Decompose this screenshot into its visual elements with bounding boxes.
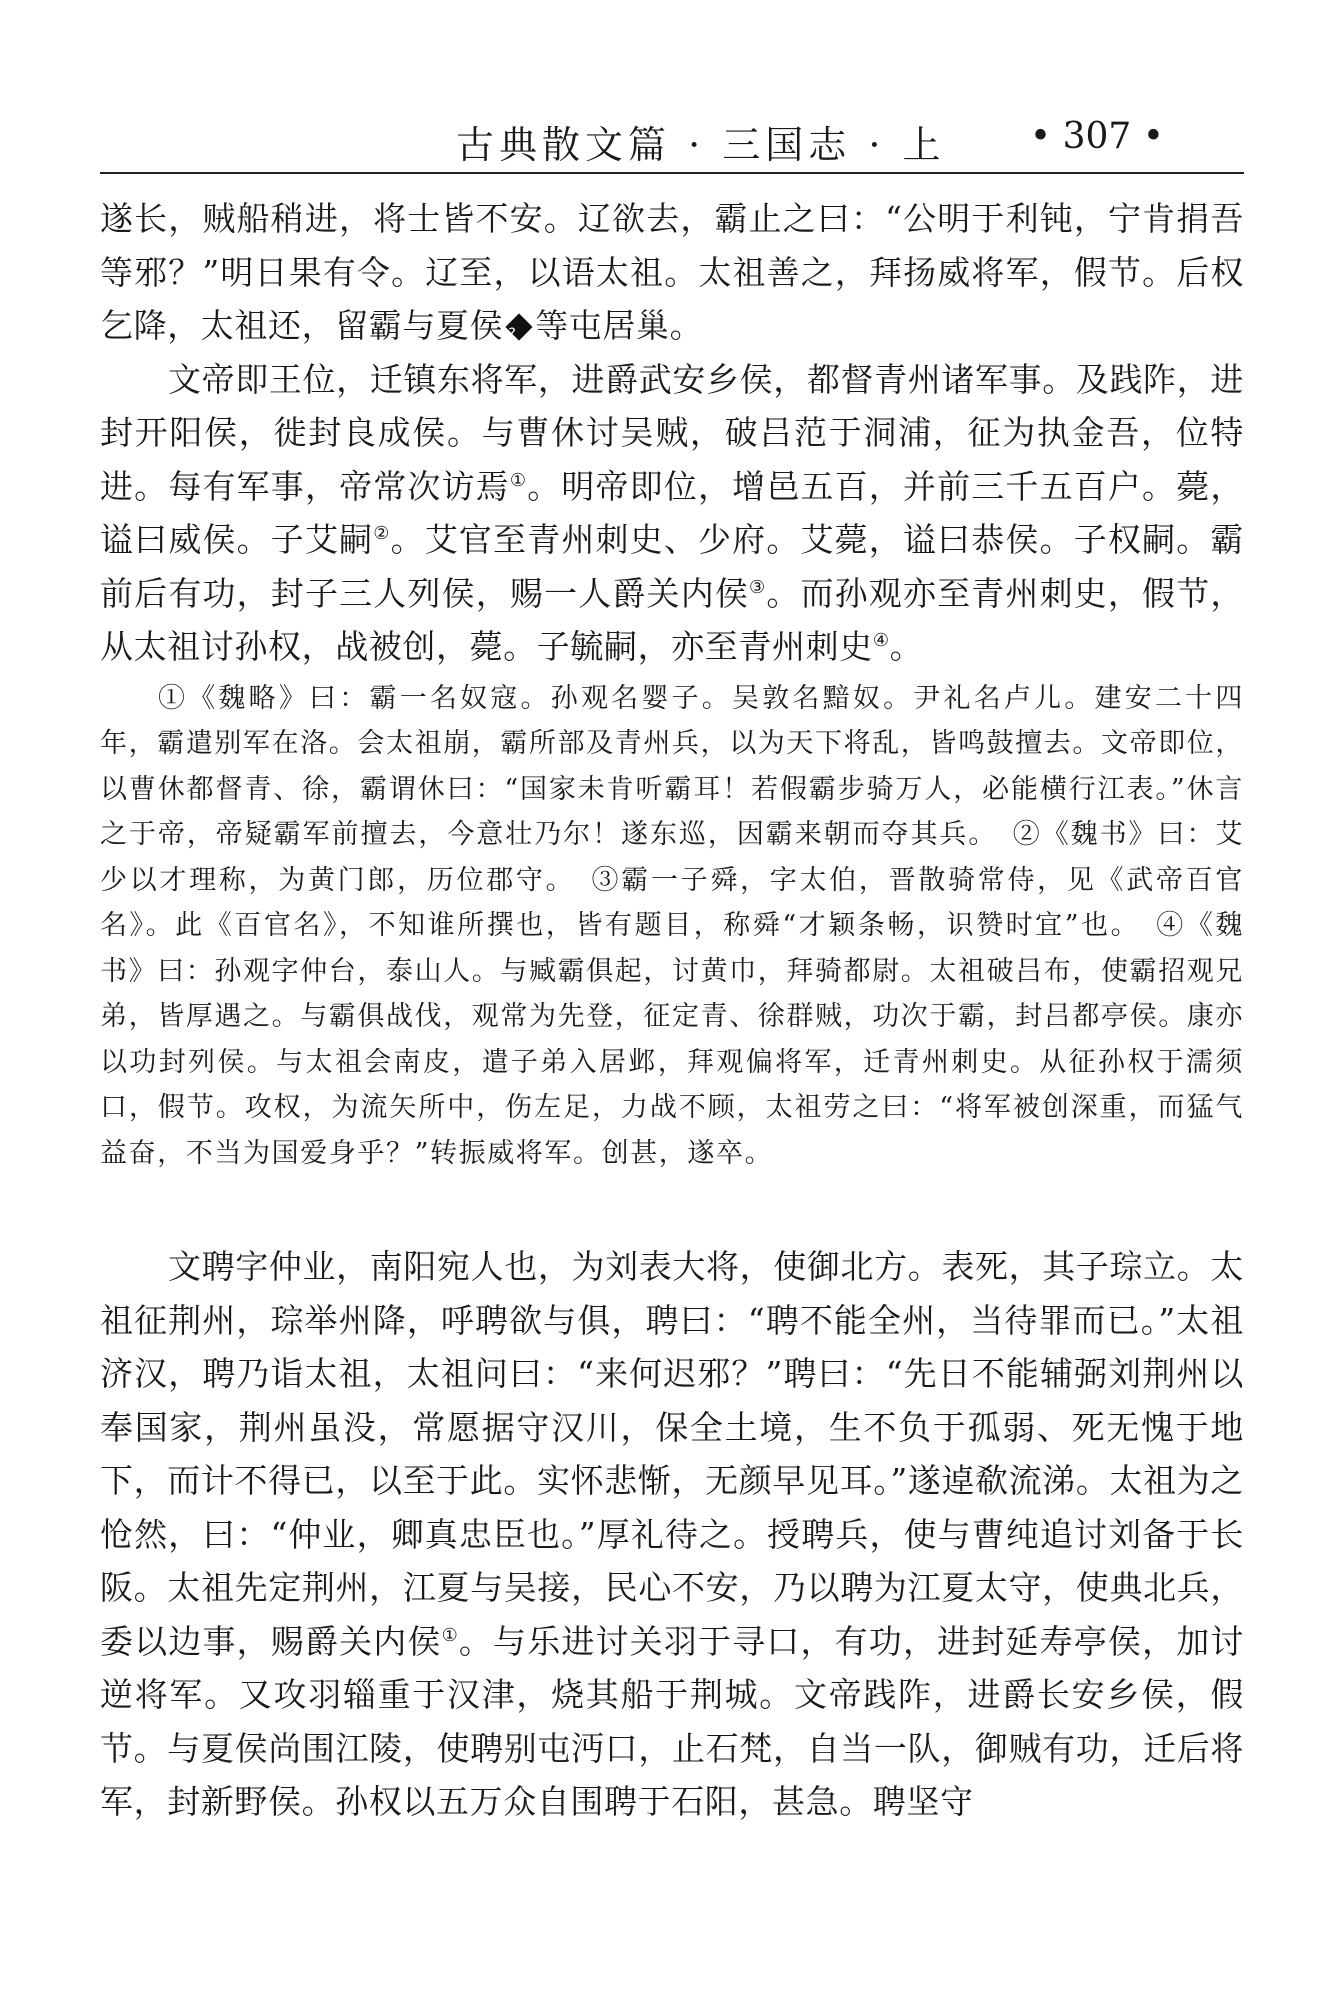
footnote-ref-1[interactable]: ① xyxy=(441,1624,459,1646)
paragraph-wen-pin xyxy=(100,1240,1244,1829)
running-header-title: 古典散文篇 · 三国志 · 上 xyxy=(456,123,946,167)
page-number: • 307 • xyxy=(1029,116,1164,157)
text-run: 文帝即王位，迁镇东将军，进爵武安乡侯，都督青州诸军事。及践阼，进封开阳侯，徙封良成侯。与曹休讨吴贼，破吕范于洞浦，征为执金吾，位特进。每有军事，帝常次访焉 xyxy=(100,359,1244,506)
annotation-block xyxy=(100,676,1244,1177)
paragraph-zang-ba-end xyxy=(100,192,1244,353)
page-body xyxy=(100,192,1244,1829)
header-rule xyxy=(100,172,1244,174)
annotation-text: ①《魏略》曰：霸一名奴寇。孙观名婴子。吴敦名黯奴。尹礼名卢儿。建安二十四年，霸遣别军在洛。会太祖崩，霸所部及青州兵，以为天下将乱，皆鸣鼓擅去。文帝即位，以曹休都督青、徐，霸谓休曰：“国家未肯听霸耳！若假霸步骑万人，必能横行江表。”休言之于帝，帝疑霸军前擅去，今意壮乃尔！遂东巡，因霸来朝而夺其兵。 ②《魏书》曰：艾少以才理称，为黄门郎，历位郡守。 ③霸一子舜，字太伯，晋散骑常侍，见《武帝百官名》。此《百官名》，不知谁所撰也，皆有题目，称舜“才颖条畅，识赞时宜”也。 ④《魏书》曰：孙观字仲台，泰山人。与臧霸俱起，讨黄巾，拜骑都尉。太祖破吕布，使霸招观兄弟，皆厚遇之。与霸俱战伐，观常为先登，征定青、徐群贼，功次于霸，封吕都亭侯。康亦以功封列侯。与太祖会南皮，遣子弟入居邺，拜观偏将军，迁青州刺史。从征孙权于濡须口，假节。攻权，为流矢所中，伤左足，力战不顾，太祖劳之曰：“将军被创深重，而猛气益奋，不当为国爱身乎？”转振威将军。创甚，遂卒。 xyxy=(100,682,1244,1169)
footnote-ref-4[interactable]: ④ xyxy=(872,630,890,651)
text-run: 文聘字仲业，南阳宛人也，为刘表大将，使御北方。表死，其子琮立。太祖征荆州，琮举州降，呼聘欲与俱，聘曰：“聘不能全州，当待罪而已。”太祖济汉，聘乃诣太祖，太祖问曰：“来何迟邪？”聘曰：“先日不能辅弼刘荆州以奉国家，荆州虽没，常愿据守汉川，保全土境，生不负于孤弱、死无愧于地下，而计不得已，以至于此。实怀悲惭，无颜早见耳。”遂逴欷流涕。太祖为之怆然，曰：“仲业，卿真忠臣也。”厚礼待之。授聘兵，使与曹纯追讨刘备于长阪。太祖先定荆州，江夏与吴接，民心不安，乃以聘为江夏太守，使典北兵，委以边事，赐爵关内侯 xyxy=(100,1247,1244,1661)
footnote-ref-3[interactable]: ③ xyxy=(749,576,767,598)
running-header xyxy=(100,112,1224,176)
missing-character-icon xyxy=(506,313,533,340)
text-run: 遂长，贼船稍进，将士皆不安。辽欲去，霸止之曰：“公明于利钝，宁肯捐吾等邪？”明日果有令。辽至，以语太祖。太祖善之，拜扬威将军，假节。后权乞降，太祖还，留霸与夏侯 xyxy=(100,199,1244,345)
text-run: 等屯居巢。 xyxy=(535,306,704,345)
section-gap xyxy=(100,1176,1244,1240)
text-run: 。明帝即位，增邑五百，并前三千五百户。薨，谥曰威侯。子艾嗣 xyxy=(100,466,1244,559)
text-run: 。 xyxy=(889,627,924,666)
text-run: 。与乐进讨关羽于寻口，有功，进封延寿亭侯，加讨逆将军。又攻羽辎重于汉津，烧其船于荆城。文帝践阼，进爵长安乡侯，假节。与夏侯尚围江陵，使聘别屯沔口，止石梵，自当一队，御贼有功，迁后将军，封新野侯。孙权以五万众自围聘于石阳，甚急。聘坚守 xyxy=(100,1621,1244,1821)
footnote-ref-2[interactable]: ② xyxy=(373,523,391,544)
text-run: 。而孙观亦至青州刺史，假节，从太祖讨孙权，战被创，薨。子毓嗣，亦至青州刺史 xyxy=(100,573,1244,666)
text-run: 。艾官至青州刺史、少府。艾薨，谥曰恭侯。子权嗣。霸前后有功，封子三人列侯，赐一人爵关内侯 xyxy=(100,520,1244,613)
paragraph-zang-ba-later-career xyxy=(100,353,1244,674)
footnote-ref-1[interactable]: ① xyxy=(509,469,528,491)
